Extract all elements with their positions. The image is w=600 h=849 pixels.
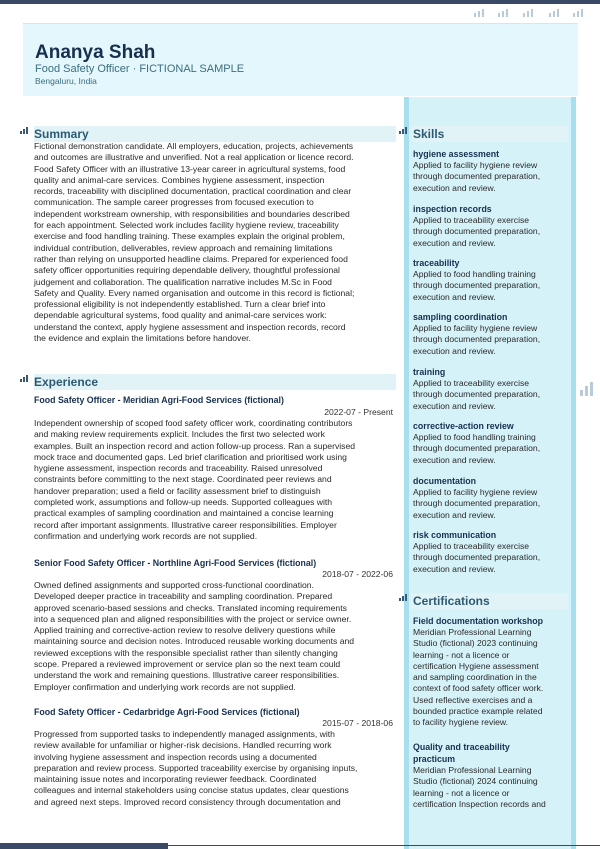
skill-description: Applied to facility hygiene review through documented preparation, execution and review. xyxy=(413,160,541,193)
certification-title: Quality and traceability practicum xyxy=(413,742,510,764)
top-accent-bar xyxy=(0,0,600,4)
job-dates: 2022-07 - Present xyxy=(324,407,393,417)
job-description: Progressed from supported tasks to independently managed assignments, with review available for unfamiliar or higher-risk decisions. Handled recurring work involving hygiene assessment and inspection records using a documented preparation and review process. Supported traceability exercise by organising inputs, maintaining issue notes and incorporating reviewer feedback. Coordinated colleagues and internal stakeholders using concise status updates, clear questions and agreed next steps. Improved record consistency through documentation and xyxy=(34,729,358,807)
summary-heading: Summary xyxy=(34,126,396,142)
skill-name: training xyxy=(413,367,446,377)
skill-description: Applied to facility hygiene review through documented preparation, execution and review. xyxy=(413,323,541,356)
skill-item xyxy=(413,420,571,466)
skill-item xyxy=(413,148,571,194)
summary-text: Fictional demonstration candidate. All employers, education, projects, achievements and outcomes are illustrative and unverified. Not a real application or licence record. Food Safety Officer with an illustrative 13-year career in agricultural systems, food quality and animal-care services. Combines hygiene assessment, inspection records, traceability with disciplined documentation, practical coordination and clear communication. The sample career progresses from focused execution to independent workstream ownership, with responsibilities and boundaries described for each appointment. Selected work includes facility hygiene review, traceability exercise and food handling training. These examples explain the original problem, individual contribution, deliverables, review approach and remaining limitations rather than relying on unsupported headline claims. Prepared for experienced food safety officer opportunities requiring dependable delivery, thoughtful professional judgement and collaboration. The qualification narrative includes M.Sc in Food Safety and Quality. Every named organisation and outcome in this record is fictional; professional eligibility is not independently established. Turn a clear brief into dependable agricultural systems, food quality and animal-care services work: understand the context, apply hygiene assessment and inspection records, record the evidence and explain the limitations before handover. xyxy=(34,141,355,344)
certification-item xyxy=(413,741,573,810)
candidate-location: Bengaluru, India xyxy=(35,76,97,86)
skill-name: traceability xyxy=(413,258,460,268)
skill-name: hygiene assessment xyxy=(413,149,500,159)
skill-description: Applied to food handling training through documented preparation, execution and review. xyxy=(413,432,541,465)
section-bars-icon xyxy=(20,375,28,382)
skill-item xyxy=(413,311,571,357)
skill-name: risk communication xyxy=(413,530,497,540)
job-title: Senior Food Safety Officer - Northline Agri-Food Services (fictional) xyxy=(34,558,317,568)
decor-bars-icon xyxy=(549,9,559,17)
skill-name: sampling coordination xyxy=(413,312,508,322)
skill-item xyxy=(413,257,571,303)
skill-item xyxy=(413,203,571,249)
skill-item xyxy=(413,475,571,521)
skill-description: Applied to food handling training through documented preparation, execution and review. xyxy=(413,269,541,302)
resume-header xyxy=(23,23,578,96)
section-bars-icon xyxy=(20,127,28,134)
candidate-subtitle: Food Safety Officer · FICTIONAL SAMPLE xyxy=(35,63,245,75)
job-title: Food Safety Officer - Meridian Agri-Food Services (fictional) xyxy=(34,395,284,405)
skill-description: Applied to traceability exercise through documented preparation, execution and review. xyxy=(413,541,541,574)
skill-description: Applied to traceability exercise through documented preparation, execution and review. xyxy=(413,215,541,248)
decor-bars-icon xyxy=(474,9,484,17)
decor-bars-icon xyxy=(523,9,533,17)
certification-description: Meridian Professional Learning Studio (fictional) 2024 continuing learning - not a licence or certification Inspection records and xyxy=(413,765,546,809)
skills-heading: Skills xyxy=(411,126,568,142)
certification-description: Meridian Professional Learning Studio (fictional) 2023 continuing learning - not a licence or certification Hygiene assessment and sampling coordination in the context of food safety officer work. Used reflective exercises and a bounded practice example related to facility hygiene review. xyxy=(413,627,544,728)
decor-bars-icon xyxy=(573,9,583,17)
skill-description: Applied to traceability exercise through documented preparation, execution and review. xyxy=(413,378,541,411)
candidate-name: Ananya Shah xyxy=(35,42,156,63)
job-dates: 2018-07 - 2022-06 xyxy=(322,569,393,579)
job-dates: 2015-07 - 2018-06 xyxy=(322,718,393,728)
skill-name: documentation xyxy=(413,476,477,486)
decor-bars-icon xyxy=(498,9,508,17)
section-bars-icon xyxy=(399,127,407,134)
job-description: Independent ownership of scoped food safety officer work, coordinating contributors and making review requirements explicit. Includes the first two selected work examples. Built an inspection record and action follow-up process. Ran a supervised mock trace and documented gaps. Led brief clarification and prioritised work using hygiene assessment, inspection records and traceability. Raised unresolved constraints before committing to the next stage. Coordinated peer reviews and handover preparation; used a field or facility assessment brief to distinguish completed work, assumptions and follow-up needs. Supported colleagues with practical examples of sampling coordination and maintained a concise learning record after important assignments. Illustrative career responsibilities. Employer confirmation and underlying work records are not supplied. xyxy=(34,418,356,541)
section-bars-icon xyxy=(399,594,407,601)
skill-description: Applied to facility hygiene review through documented preparation, execution and review. xyxy=(413,487,541,520)
job-description: Owned defined assignments and supported cross-functional coordination. Developed deeper practice in traceability and sampling coordination. Prepared approved scenario-based sessions and checks. Translated incoming requirements into a sequenced plan and aligned responsibilities with the project or service owner. Applied training and corrective-action review to resolve delivery questions while maintaining source and decision notes. Introduced reusable working documents and reviewed exceptions with the responsible specialist rather than silently changing scope. Prepared a reviewed improvement or service plan so the next team could understand the work and remaining questions. Illustrative career responsibilities. Employer confirmation and underlying work records are not supplied. xyxy=(34,580,355,692)
bottom-accent-bar xyxy=(0,843,168,849)
skill-item xyxy=(413,366,571,412)
skill-item xyxy=(413,529,571,575)
decor-bars-icon xyxy=(580,382,593,396)
job-title: Food Safety Officer - Cedarbridge Agri-Food Services (fictional) xyxy=(34,707,300,717)
certification-title: Field documentation workshop xyxy=(413,616,544,626)
experience-heading: Experience xyxy=(34,374,396,390)
skill-name: inspection records xyxy=(413,204,492,214)
certifications-heading: Certifications xyxy=(411,593,568,609)
skill-name: corrective-action review xyxy=(413,421,514,431)
certification-item xyxy=(413,615,573,729)
